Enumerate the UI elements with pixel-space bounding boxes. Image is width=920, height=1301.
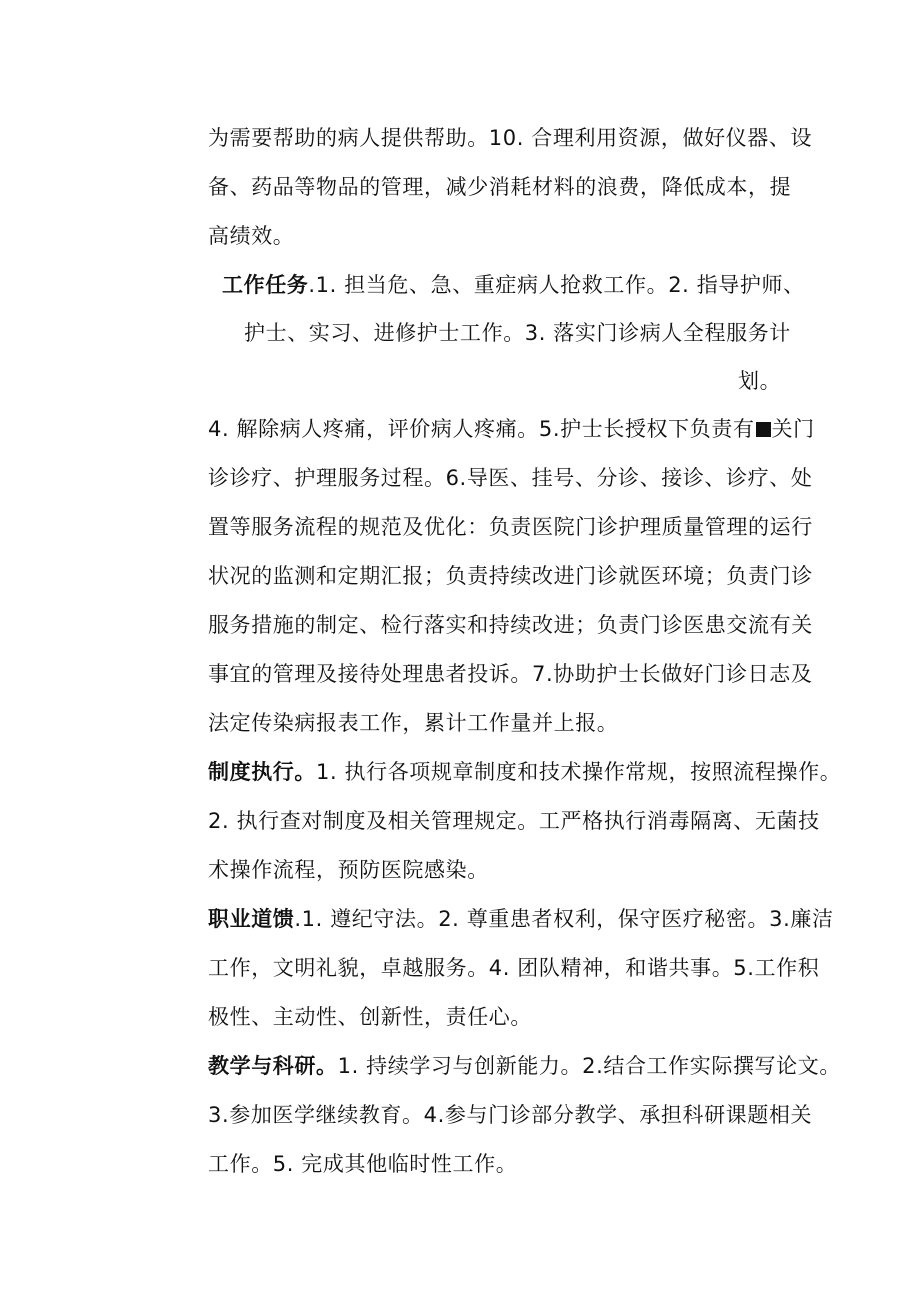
teaching-research-line-3: 工作。5. 完成其他临时性工作。 <box>208 1152 518 1176</box>
professional-ethics-line-3: 极性、主动性、创新性，责任心。 <box>208 1005 532 1029</box>
work-tasks-line-1 <box>222 270 805 300</box>
intro-line-2: 备、药品等物品的管理，减少消耗材料的浪费，降低成本，提 <box>208 175 792 199</box>
system-execution-line-1 <box>208 757 841 787</box>
professional-ethics-line-1-text: .1. 遵纪守法。2. 尊重患者权利，保守医疗秘密。3.廉洁 <box>294 907 834 931</box>
teaching-research-line-2: 3.参加医学继续教育。4.参与门诊部分教学、承担科研课题相关 <box>208 1103 813 1127</box>
work-tasks-line-4-text-b: 关门 <box>771 417 815 441</box>
work-tasks-line-6: 置等服务流程的规范及优化：负责医院门诊护理质量管理的运行 <box>208 515 813 539</box>
work-tasks-heading: 工作任务 <box>222 273 309 297</box>
work-tasks-line-9: 事宜的管理及接待处理患者投诉。7.协助护士长做好门诊日志及 <box>208 662 813 686</box>
intro-line-1: 为需要帮助的病人提供帮助。10. 合理利用资源，做好仪器、设 <box>208 126 813 150</box>
work-tasks-line-4 <box>208 414 815 444</box>
teaching-research-line-1-text: 1. 持续学习与创新能力。2.结合工作实际撰写论文。 <box>337 1054 841 1078</box>
teaching-research-line-1 <box>208 1051 841 1081</box>
intro-line-3: 高绩效。 <box>208 224 295 248</box>
system-execution-line-1-text: 1. 执行各项规章制度和技术操作常规，按照流程操作。 <box>316 760 842 784</box>
system-execution-line-3: 术操作流程，预防医院感染。 <box>208 858 489 882</box>
work-tasks-line-5: 诊诊疗、护理服务过程。6.导医、挂号、分诊、接诊、诊疗、处 <box>208 466 813 490</box>
work-tasks-line-4-text-a: 4. 解除病人疼痛，评价病人疼痛。5.护士长授权下负责有 <box>208 417 755 441</box>
professional-ethics-line-1 <box>208 904 834 934</box>
work-tasks-line-3: 划。 <box>738 369 782 393</box>
work-tasks-line-1-text: .1. 担当危、急、重症病人抢救工作。2. 指导护师、 <box>308 273 805 297</box>
system-execution-line-2: 2. 执行查对制度及相关管理规定。工严格执行消毒隔离、无菌技 <box>208 809 820 833</box>
professional-ethics-heading: 职业道馈 <box>208 907 295 931</box>
work-tasks-line-8: 服务措施的制定、检行落实和持续改进；负责门诊医患交流有关 <box>208 613 813 637</box>
system-execution-heading: 制度执行。 <box>208 760 316 784</box>
teaching-research-heading: 教学与科研。 <box>208 1054 338 1078</box>
work-tasks-line-2: 护士、实习、进修护士工作。3. 落实门诊病人全程服务计 <box>244 321 791 345</box>
black-square-icon <box>756 422 771 437</box>
professional-ethics-line-2: 工作，文明礼貌，卓越服务。4. 团队精神，和谐共事。5.工作积 <box>208 956 820 980</box>
work-tasks-line-7: 状况的监测和定期汇报；负责持续改进门诊就医环境；负责门诊 <box>208 564 813 588</box>
work-tasks-line-10: 法定传染病报表工作，累计工作量并上报。 <box>208 711 619 735</box>
